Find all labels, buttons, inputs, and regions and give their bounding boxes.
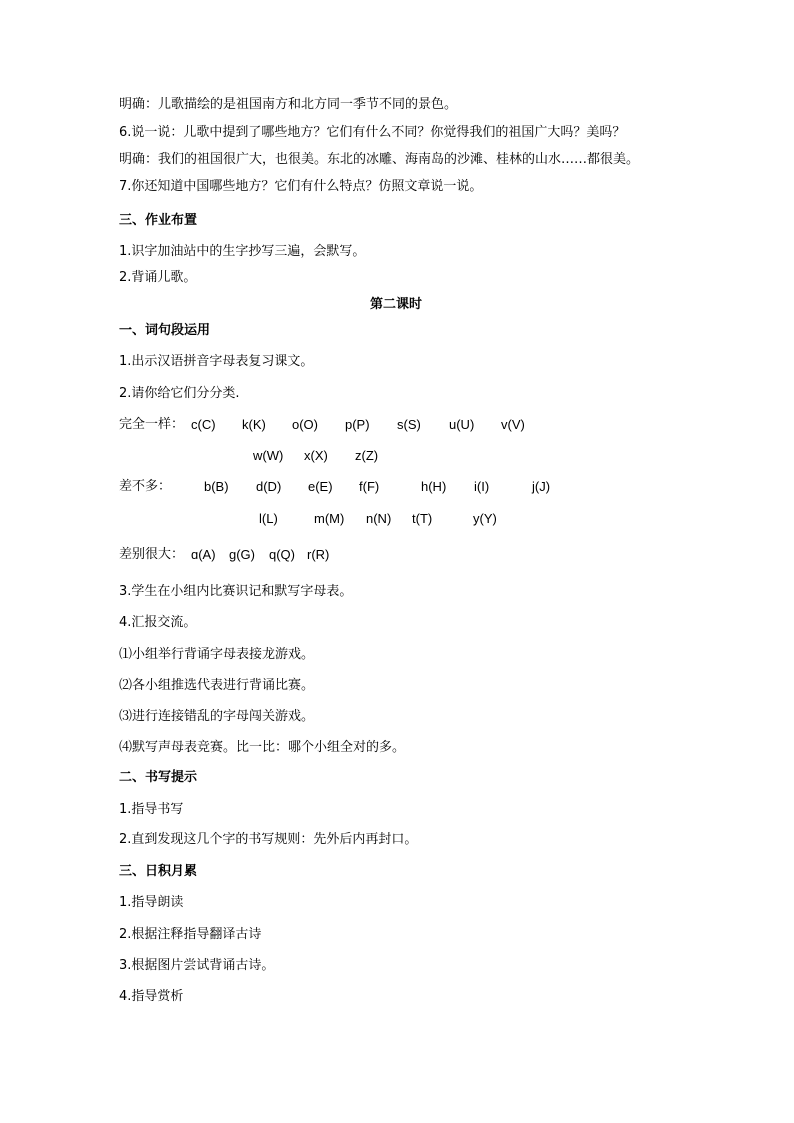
section-heading: 三、作业布置 (119, 213, 198, 228)
text-line: 3.学生在小组内比赛识记和默写字母表。 (119, 584, 353, 599)
letter-pair: x(X) (304, 448, 328, 463)
letter-pair: k(K) (242, 417, 266, 432)
text-line: ⑵各小组推选代表进行背诵比赛。 (119, 678, 315, 693)
letter-pair: u(U) (449, 417, 475, 432)
letter-pair: o(O) (292, 417, 318, 432)
letter-pair: f(F) (359, 479, 380, 494)
text-line: 明确：我们的祖国很广大，也很美。东北的冰雕、海南岛的沙滩、桂林的山水……都很美。 (119, 152, 640, 167)
letter-pair: h(H) (421, 479, 447, 494)
section-heading: 三、日积月累 (119, 864, 198, 879)
letter-pair: b(B) (204, 479, 229, 494)
letter-pair: g(G) (229, 547, 255, 562)
letter-pair: y(Y) (473, 511, 497, 526)
letter-pair: e(E) (308, 479, 333, 494)
text-line: ⑴小组举行背诵字母表接龙游戏。 (119, 647, 315, 662)
letter-pair: q(Q) (269, 547, 295, 562)
letter-pair: m(M) (314, 511, 345, 526)
text-line: 2.直到发现这几个字的书写规则：先外后内再封口。 (119, 832, 418, 847)
letter-pair: s(S) (397, 417, 421, 432)
text-line: 3.根据图片尝试背诵古诗。 (119, 958, 275, 973)
letter-pair: p(P) (345, 417, 370, 432)
text-line: 1.出示汉语拼音字母表复习课文。 (119, 354, 314, 369)
similar-label: 差不多： (119, 479, 172, 494)
letter-pair: r(R) (307, 547, 330, 562)
letter-pair: i(I) (474, 479, 490, 494)
text-line: 7.你还知道中国哪些地方？它们有什么特点？仿照文章说一说。 (119, 179, 483, 194)
text-line: 6.说一说：儿歌中提到了哪些地方？它们有什么不同？你觉得我们的祖国广大吗？美吗？ (119, 125, 626, 140)
letter-pair: n(N) (366, 511, 392, 526)
text-line: 1.指导书写 (119, 802, 184, 817)
letter-pair: v(V) (501, 417, 525, 432)
section-heading: 二、书写提示 (119, 770, 198, 785)
text-line: ⑷默写声母表竞赛。比一比：哪个小组全对的多。 (119, 740, 406, 755)
letter-pair: d(D) (256, 479, 282, 494)
letter-pair: z(Z) (355, 448, 379, 463)
lesson-title: 第二课时 (370, 297, 423, 312)
text-line: ⑶进行连接错乱的字母闯关游戏。 (119, 709, 315, 724)
text-line: 1.识字加油站中的生字抄写三遍，会默写。 (119, 244, 366, 259)
different-label: 差别很大： (119, 547, 185, 562)
letter-pair: c(C) (191, 417, 216, 432)
text-line: 2.背诵儿歌。 (119, 270, 197, 285)
text-line: 4.指导赏析 (119, 989, 184, 1004)
text-line: 4.汇报交流。 (119, 615, 197, 630)
text-line: 1.指导朗读 (119, 895, 184, 910)
letter-pair: w(W) (253, 448, 284, 463)
letter-pair: ɑ(A) (191, 547, 216, 562)
letter-pair: j(J) (532, 479, 551, 494)
letter-pair: t(T) (412, 511, 433, 526)
same-label: 完全一样： (119, 417, 185, 432)
text-line: 2.请你给它们分分类. (119, 386, 240, 401)
letter-pair: l(L) (259, 511, 278, 526)
text-line: 2.根据注释指导翻译古诗 (119, 927, 262, 942)
text-line: 明确：儿歌描绘的是祖国南方和北方同一季节不同的景色。 (119, 97, 458, 112)
section-heading: 一、词句段运用 (119, 323, 211, 338)
